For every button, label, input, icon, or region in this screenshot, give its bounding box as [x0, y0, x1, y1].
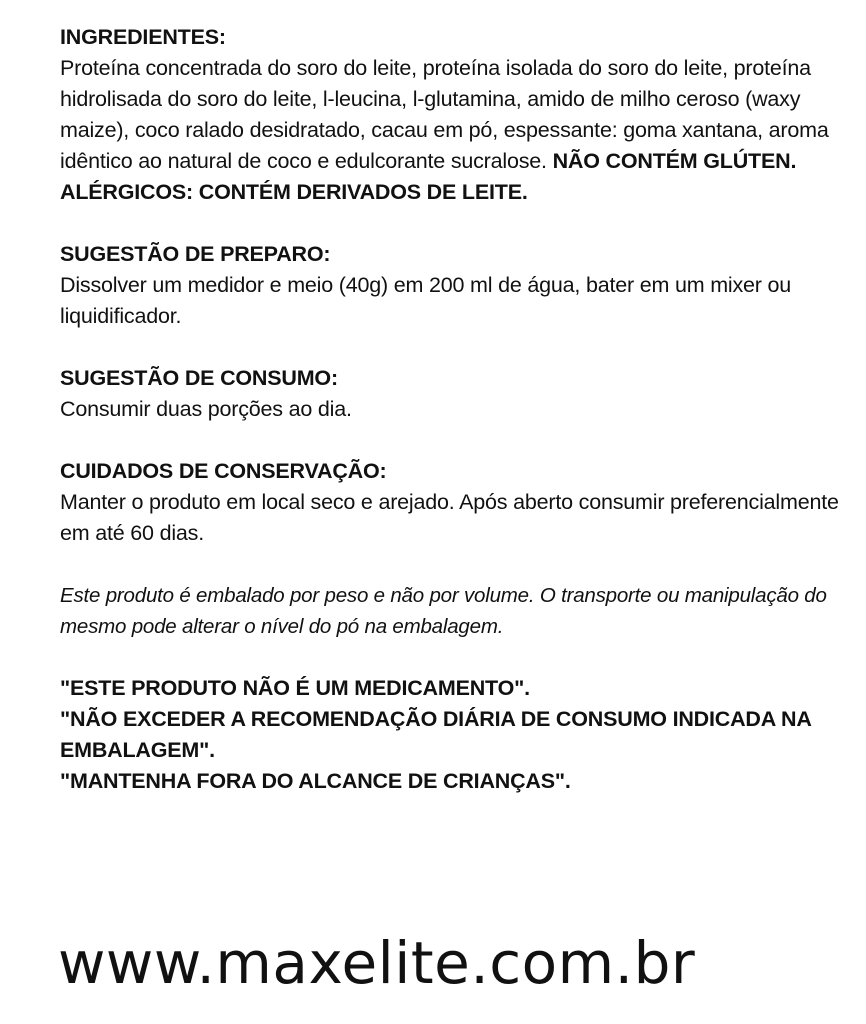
preparation-heading: SUGESTÃO DE PREPARO:	[60, 242, 331, 266]
warning-daily-dose: "NÃO EXCEDER A RECOMENDAÇÃO DIÁRIA DE CONSUMO INDICADA NA EMBALAGEM".	[60, 707, 811, 762]
spacer	[60, 425, 850, 456]
preparation-text: Dissolver um medidor e meio (40g) em 200 ml de água, bater em um mixer ou liquidificador.	[60, 273, 792, 328]
spacer	[60, 332, 850, 363]
website-url: www.maxelite.com.br	[58, 929, 696, 997]
ingredients-heading: INGREDIENTES:	[60, 25, 226, 49]
allergens-notice: ALÉRGICOS: CONTÉM DERIVADOS DE LEITE.	[60, 180, 528, 204]
consumption-heading: SUGESTÃO DE CONSUMO:	[60, 366, 338, 390]
storage-text: Manter o produto em local seco e arejado. Após aberto consumir preferencialmente em até 60 dias.	[60, 490, 839, 545]
consumption-section	[60, 363, 850, 425]
warning-not-medicine: "ESTE PRODUTO NÃO É UM MEDICAMENTO".	[60, 676, 530, 700]
spacer	[60, 549, 850, 580]
consumption-text: Consumir duas porções ao dia.	[60, 397, 352, 421]
warning-children: "MANTENHA FORA DO ALCANCE DE CRIANÇAS".	[60, 769, 571, 793]
label-text-panel	[60, 22, 850, 797]
warnings-section	[60, 673, 850, 797]
storage-heading: CUIDADOS DE CONSERVAÇÃO:	[60, 459, 387, 483]
storage-section	[60, 456, 850, 549]
spacer	[60, 208, 850, 239]
ingredients-section	[60, 22, 850, 208]
preparation-section	[60, 239, 850, 332]
gluten-notice: NÃO CONTÉM GLÚTEN.	[552, 149, 797, 173]
packaging-note: Este produto é embalado por peso e não por volume. O transporte ou manipulação do mesmo pode alterar o nível do pó na embalagem.	[60, 584, 827, 638]
spacer	[60, 642, 850, 673]
ingredients-list: Proteína concentrada do soro do leite, proteína isolada do soro do leite, proteína hidrolisada do soro do leite, l-leucina, l-glutamina, amido de milho ceroso (waxy maize), coco ralado desidratado, cacau em pó, espessante: goma xantana, aroma idêntico ao natural de coco e edulcorante sucralose.	[60, 56, 829, 173]
